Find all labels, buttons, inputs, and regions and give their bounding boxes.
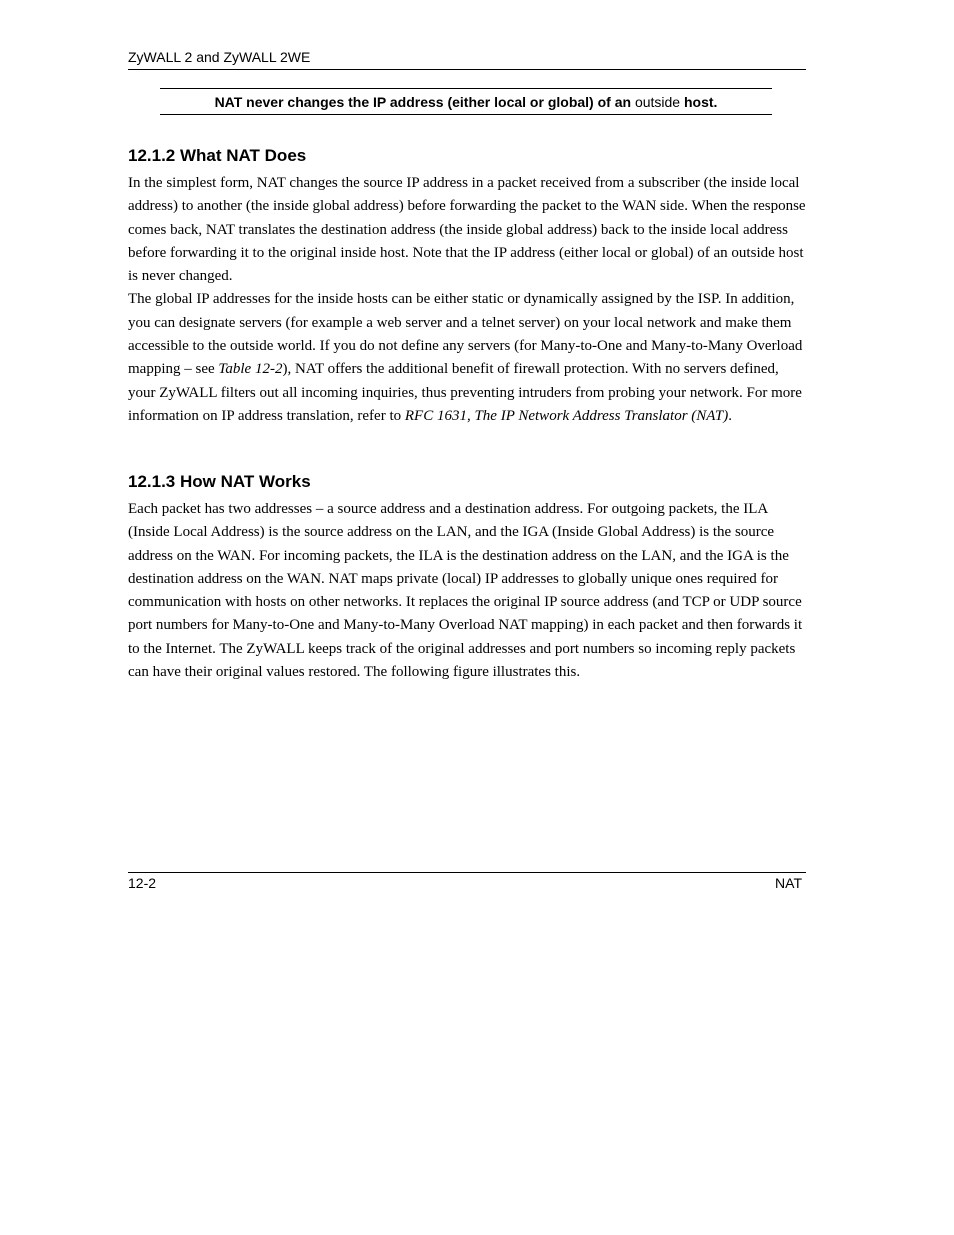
page-header: ZyWALL 2 and ZyWALL 2WE <box>128 49 311 65</box>
paragraph: Each packet has two addresses – a source address and a destination address. For outgoing packets, the ILA (Inside Local Address) is the source address on the LAN, and the IGA (Inside Global Address) is the source address on the WAN. For incoming packets, the ILA is the destination address on the LAN, and the IGA is the destination address on the WAN. NAT maps private (local) IP addresses to globally unique ones required for communication with hosts on other networks. It replaces the original IP source address (and TCP or UDP source port numbers for Many-to-One and Many-to-Many Overload NAT mapping) in each packet and then forwards it to the Internet. The ZyWALL keeps track of the original addresses and port numbers so incoming reply packets can have their original values restored. The following figure illustrates this. <box>128 501 803 681</box>
header-rule <box>128 69 806 70</box>
text-run: ), NAT offers the additional benefit of firewall protection. With no servers defined, your ZyWALL filters out all incoming inquiries, thus preventing intruders from probing your network. For more information on IP address translation, refer to <box>128 361 802 424</box>
paragraph: In the simplest form, NAT changes the source IP address in a packet received from a subscriber (the inside local address) to another (the inside global address) before forwarding the packet to the WAN side. When the response comes back, NAT translates the destination address (the inside global address) back to the inside local address before forwarding it to the original inside host. Note that the IP address (either local or global) of an outside host is never changed. <box>128 175 806 285</box>
footer-rule <box>128 872 806 873</box>
section-body-what-nat-does <box>128 172 806 428</box>
note-text-part3: host. <box>680 94 718 110</box>
page-number: 12-2 <box>128 875 157 891</box>
chapter-name: NAT <box>775 875 802 891</box>
paragraph <box>128 288 806 428</box>
section-heading-what-nat-does: 12.1.2 What NAT Does <box>128 146 307 165</box>
table-reference: Table 12-2 <box>218 361 283 378</box>
note-text-outside: outside <box>634 94 681 110</box>
text-run: . <box>728 407 732 424</box>
text-run: The global IP addresses for the inside hosts can be either static or dynamically assigned by the ISP. In addition, you can designate servers (for example a web server and a telnet server) on your local network and make them accessible to the outside world. If you do not define any servers (for Many-to-One and Many-to-Many Overload mapping – see <box>128 291 803 378</box>
note-text-part1: NAT never changes the IP address (either local or global) of an <box>214 94 635 110</box>
text-run: , <box>466 407 475 424</box>
rfc-title-reference: The IP Network Address Translator (NAT) <box>474 407 729 424</box>
note-box <box>160 88 772 115</box>
section-body-how-nat-works <box>128 498 806 684</box>
rfc-reference: RFC 1631 <box>404 407 467 424</box>
section-heading-how-nat-works: 12.1.3 How NAT Works <box>128 472 311 491</box>
